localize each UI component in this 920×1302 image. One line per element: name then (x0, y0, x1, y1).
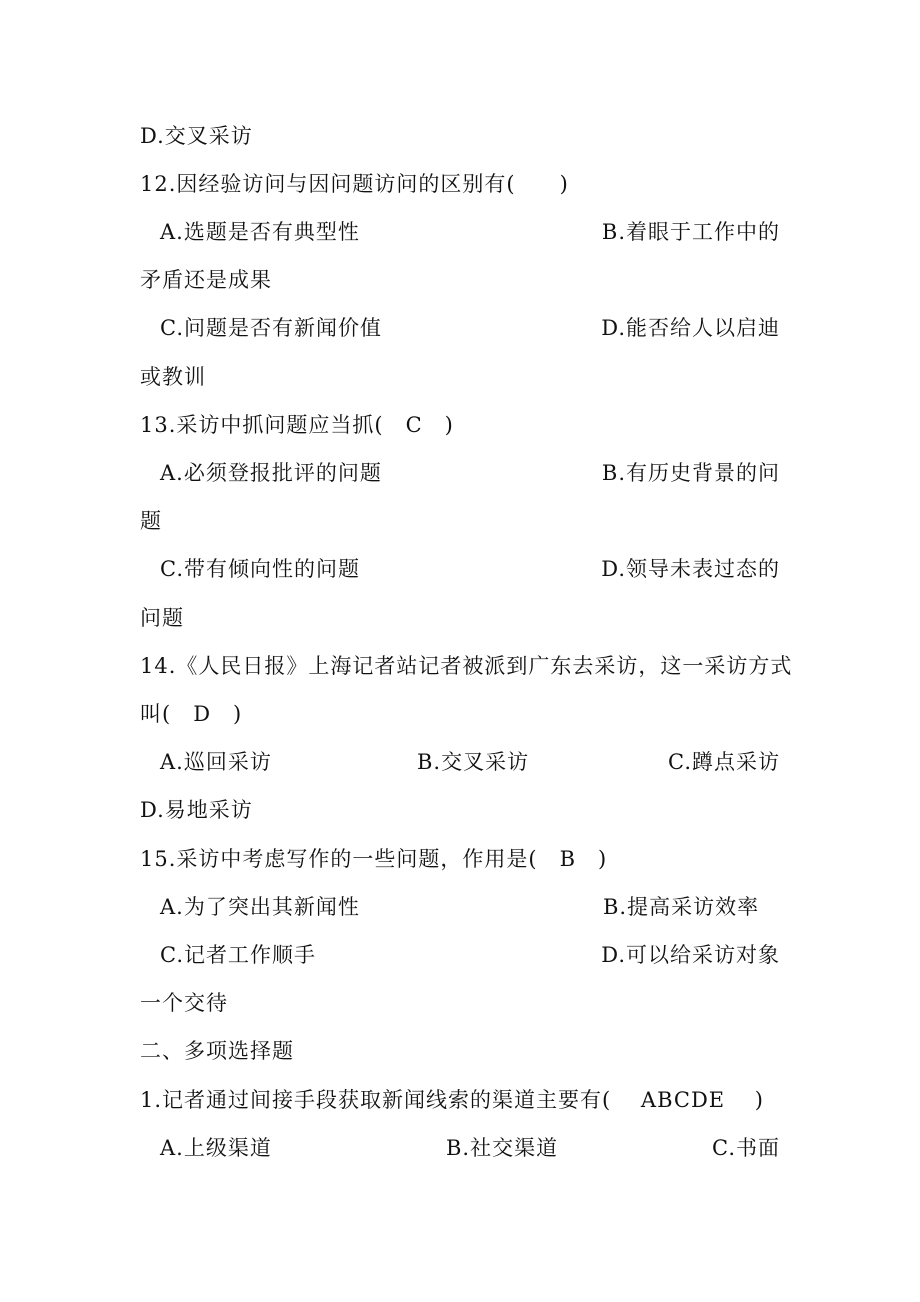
q13-option-d-cont: 问题 (140, 606, 184, 630)
q13-stem: 13.采访中抓问题应当抓( C ) (140, 413, 454, 437)
q14-stem-cont: 叫( D ) (140, 702, 243, 726)
q12-option-b: B.着眼于工作中的 (601, 220, 780, 244)
mq1-option-c: C.书面 (712, 1136, 780, 1160)
q14-option-c: C.蹲点采访 (668, 750, 780, 774)
mq1-stem: 1.记者通过间接手段获取新闻线索的渠道主要有( ABCDE ) (140, 1088, 764, 1112)
q13-option-b: B.有历史背景的问 (601, 461, 780, 485)
q13-option-d: D.领导未表过态的 (601, 557, 780, 581)
q12-option-c: C.问题是否有新闻价值 (160, 316, 382, 340)
q15-option-d-cont: 一个交待 (140, 991, 228, 1015)
q13-option-c: C.带有倾向性的问题 (160, 557, 360, 581)
q14-stem: 14.《人民日报》上海记者站记者被派到广东去采访，这一采访方式 (140, 654, 793, 678)
q15-option-c: C.记者工作顺手 (160, 943, 316, 967)
mq1-option-b: B.社交渠道 (446, 1136, 559, 1160)
q14-option-d: D.易地采访 (140, 798, 253, 822)
q15-stem: 15.采访中考虑写作的一些问题，作用是( B ) (140, 847, 608, 871)
q15-option-a: A.为了突出其新闻性 (160, 895, 360, 919)
q12-option-a: A.选题是否有典型性 (160, 220, 360, 244)
q14-option-b: B.交叉采访 (417, 750, 530, 774)
q11-option-d: D.交叉采访 (140, 124, 253, 148)
q12-option-d-cont: 或教训 (140, 365, 206, 389)
q15-option-b: B.提高采访效率 (603, 895, 760, 919)
q13-option-b-cont: 题 (140, 509, 162, 533)
q12-option-d: D.能否给人以启迪 (601, 316, 780, 340)
q14-option-a: A.巡回采访 (160, 750, 272, 774)
q12-stem: 12.因经验访问与因问题访问的区别有( ) (140, 172, 569, 196)
mq1-option-a: A.上级渠道 (160, 1136, 272, 1160)
q12-option-b-cont: 矛盾还是成果 (140, 268, 272, 292)
q13-option-a: A.必须登报批评的问题 (160, 461, 382, 485)
q15-option-d: D.可以给采访对象 (601, 943, 780, 967)
section-heading-multiple-choice: 二、多项选择题 (140, 1039, 294, 1063)
